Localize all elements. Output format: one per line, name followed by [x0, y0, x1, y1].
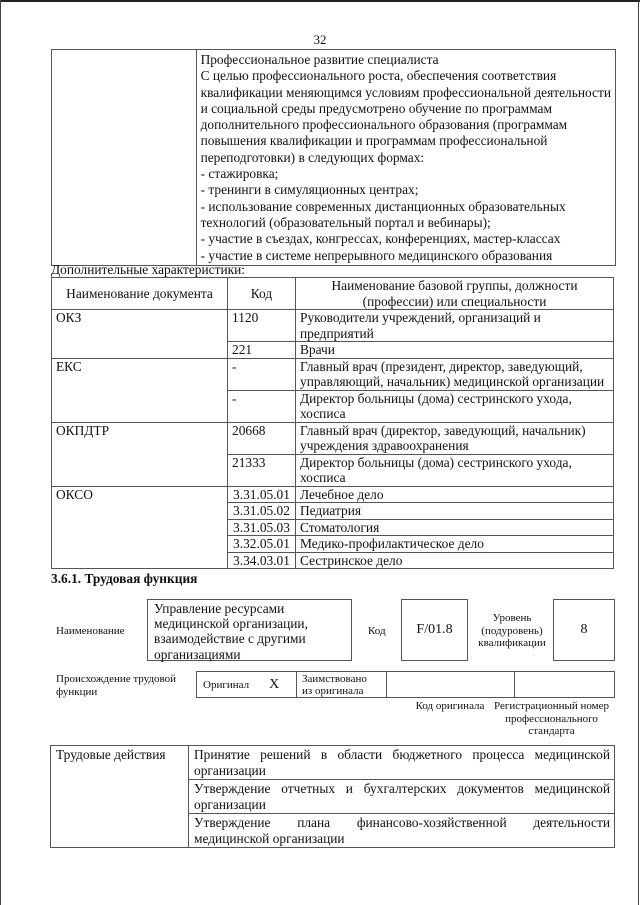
table-row — [52, 310, 614, 342]
code-cell: - — [228, 358, 296, 390]
professional-development-cell — [196, 50, 615, 266]
page-number: 32 — [313, 32, 327, 47]
origin-label: Происхождение трудовой функции — [56, 673, 177, 698]
name-cell: Педиатрия — [296, 503, 614, 520]
header-code: Код — [228, 278, 296, 310]
code-cell: - — [228, 390, 296, 422]
name-cell: Директор больницы (дома) сестринского ухода, хосписа — [296, 454, 614, 486]
labor-actions-table — [50, 745, 615, 848]
section-title: 3.6.1. Трудовая функция — [51, 571, 198, 586]
text-line: - участие в системе непрерывного медицинского образования — [200, 247, 553, 263]
document-cell: ОКСО — [52, 486, 228, 569]
origin-registration-cell — [515, 672, 614, 697]
text-line: - участие в съездах, конгрессах, конференциях, мастер-классах — [200, 231, 561, 247]
text-line: - использование современных дистанционных образовательных — [200, 198, 566, 214]
text-line: С целью профессионального роста, обеспечения соответствия — [200, 68, 557, 84]
qualification-level-box — [553, 599, 615, 661]
name-cell: Врачи — [296, 342, 614, 359]
empty-label-cell — [52, 50, 197, 266]
text-line: и социальной среды предусмотрено обучение по программам — [200, 100, 552, 116]
code-cell: 21333 — [228, 454, 296, 486]
text-line: Профессиональное развитие специалиста — [200, 52, 439, 67]
document-cell: ЕКС — [52, 358, 228, 422]
table-row — [52, 422, 614, 454]
level-label-line: (подуровень) — [481, 624, 543, 637]
qualification-level-value: 8 — [580, 622, 588, 637]
labor-action-item: Принятие решений в области бюджетного процесса медицинской организации — [189, 746, 615, 780]
text-line: дополнительного профессионального образования (программам — [200, 117, 568, 133]
level-label-line: Уровень — [492, 612, 532, 624]
text-line: - тренинги в симуляционных центрах; — [200, 182, 419, 198]
function-code-box — [401, 599, 468, 661]
registration-number-caption: Регистрационный номер профессионального стандарта — [493, 700, 610, 737]
text-line: повышения квалификации и программам профессиональной — [200, 133, 548, 149]
name-cell: Главный врач (президент, директор, заведующий, управляющий, начальник) медицинской организации — [296, 358, 614, 390]
header-name: Наименование базовой группы, должности (профессии) или специальности — [296, 278, 614, 310]
code-cell: 3.31.05.03 — [228, 519, 296, 536]
origin-borrowed-line: из оригинала — [302, 684, 364, 697]
origin-code-caption: Код оригинала — [415, 700, 485, 712]
name-cell: Сестринское дело — [296, 552, 614, 569]
document-cell: ОКПДТР — [52, 422, 228, 486]
code-cell: 3.31.05.02 — [228, 503, 296, 520]
name-cell: Стоматология — [296, 519, 614, 536]
code-cell: 3.32.05.01 — [228, 536, 296, 553]
name-cell: Медико-профилактическое дело — [296, 536, 614, 553]
text-line: квалификации меняющимся условиям профессиональной деятельности — [200, 84, 611, 100]
function-name-box: Управление ресурсами медицинской организации, взаимодействие с другими организациями — [147, 599, 352, 661]
labor-actions-label: Трудовые действия — [51, 746, 189, 848]
origin-borrowed-cell — [297, 672, 387, 697]
name-cell: Руководители учреждений, организаций и предприятий — [296, 310, 614, 342]
text-line: - стажировка; — [200, 166, 279, 182]
table-row — [52, 358, 614, 390]
function-code-value: F/01.8 — [416, 622, 453, 637]
code-label: Код — [368, 625, 386, 637]
qualification-level-label — [474, 612, 550, 650]
additional-characteristics-caption: Дополнительные характеристики: — [51, 262, 246, 277]
labor-action-item: Утверждение отчетных и бухгалтерских документов медицинской организации — [189, 780, 615, 814]
additional-characteristics-table — [51, 277, 614, 569]
origin-borrowed-line: Заимствовано — [302, 672, 367, 685]
origin-original-cell — [197, 672, 297, 697]
text-line: технологий (образовательный портал и вебинары); — [200, 214, 491, 230]
origin-original-label: Оригинал — [203, 678, 250, 691]
code-cell: 3.34.03.01 — [228, 552, 296, 569]
table-row — [52, 486, 614, 503]
code-cell: 1120 — [228, 310, 296, 342]
level-label-line: квалификации — [478, 637, 546, 649]
header-document: Наименование документа — [52, 278, 228, 310]
origin-original-mark: X — [269, 676, 280, 692]
name-label: Наименование — [56, 625, 125, 637]
professional-development-table — [51, 49, 616, 266]
origin-row — [196, 671, 615, 698]
table-header-row — [52, 278, 614, 310]
page-edge-right — [638, 0, 639, 905]
origin-code-cell — [387, 672, 515, 697]
name-cell: Главный врач (директор, заведующий, начальник) учреждения здравоохранения — [296, 422, 614, 454]
code-cell: 20668 — [228, 422, 296, 454]
table-row — [51, 746, 615, 780]
name-cell: Лечебное дело — [296, 486, 614, 503]
text-line: переподготовки) в следующих формах: — [200, 149, 425, 165]
document-cell: ОКЗ — [52, 310, 228, 359]
code-cell: 3.31.05.01 — [228, 486, 296, 503]
name-cell: Директор больницы (дома) сестринского ухода, хосписа — [296, 390, 614, 422]
page-edge-left — [0, 0, 1, 905]
labor-action-item: Утверждение плана финансово-хозяйственной деятельности медицинской организации — [189, 814, 615, 848]
code-cell: 221 — [228, 342, 296, 359]
page-edge-top — [0, 0, 640, 2]
